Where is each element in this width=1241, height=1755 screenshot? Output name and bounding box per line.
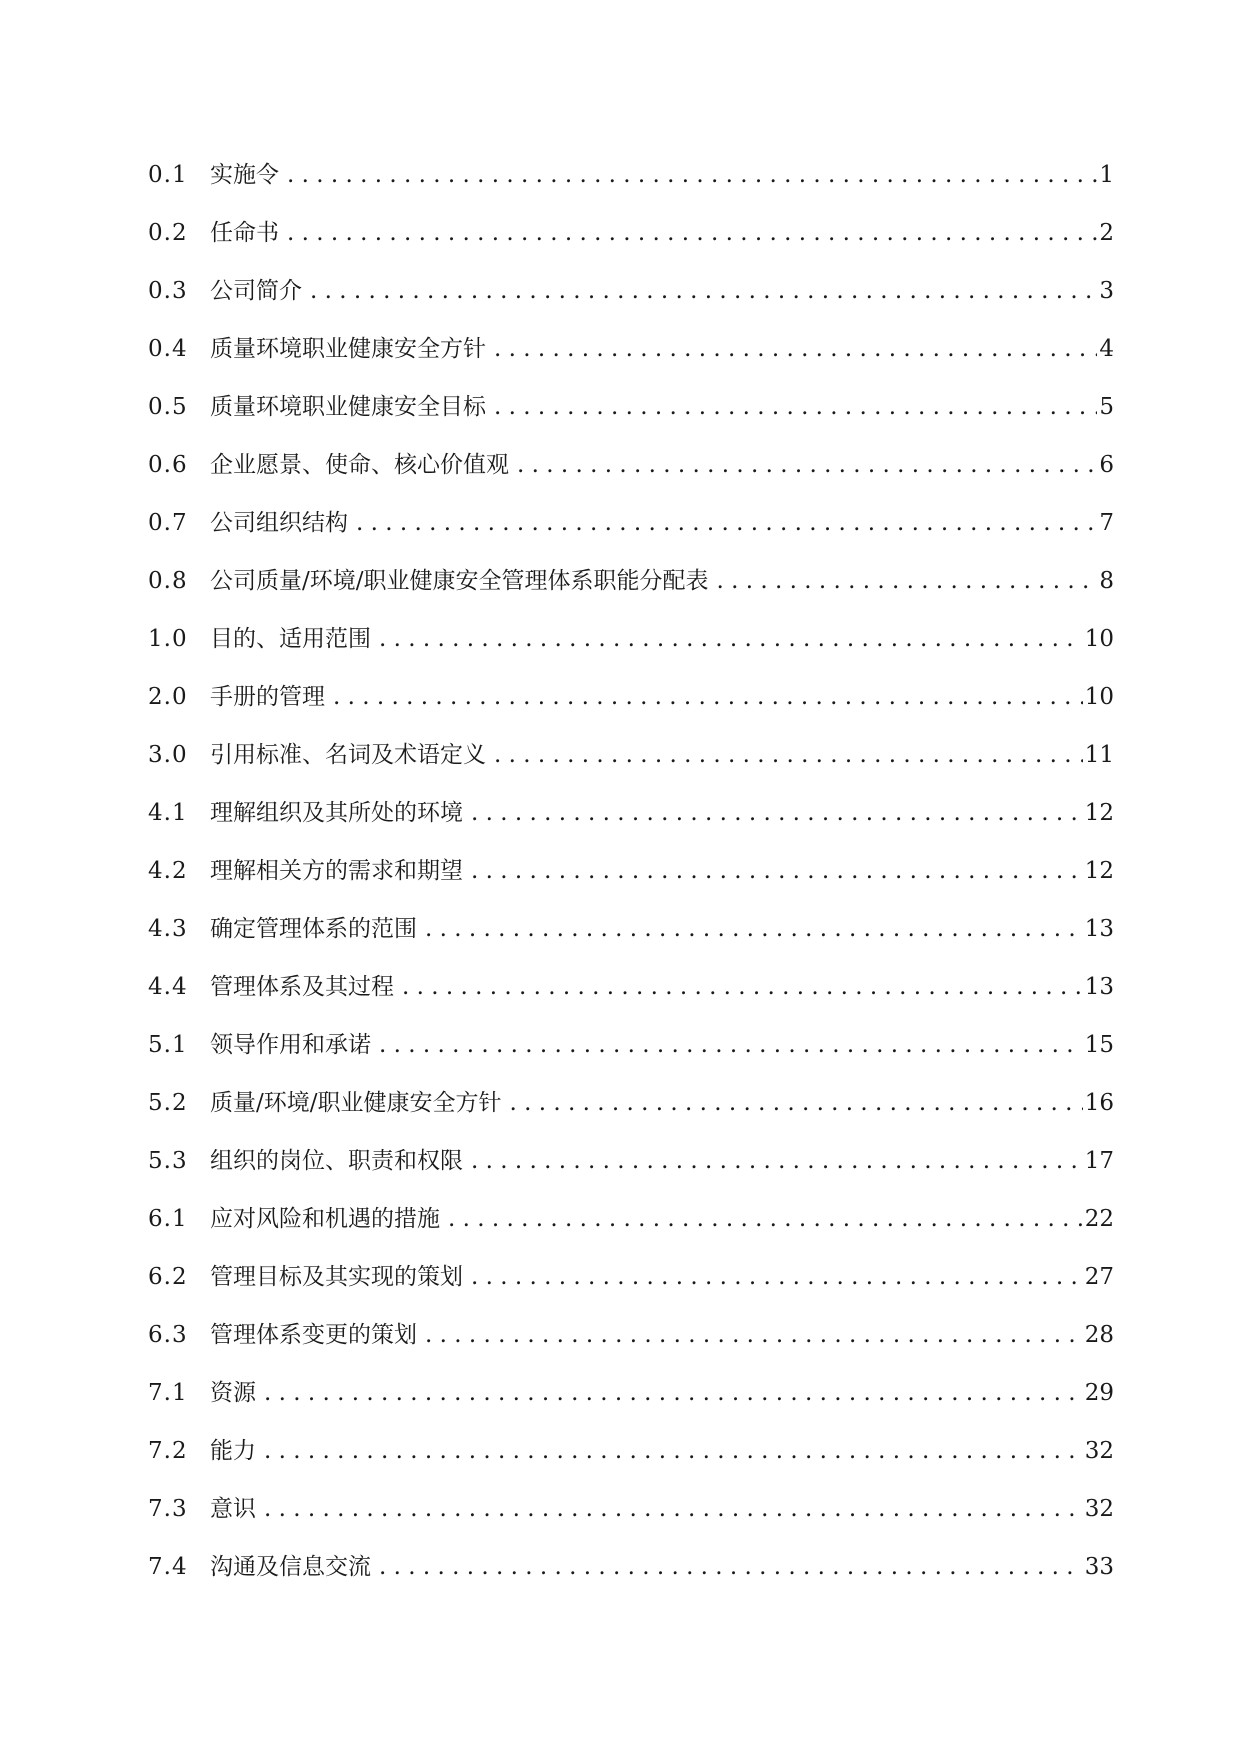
toc-entry-page: 13 bbox=[1084, 916, 1114, 942]
toc-entry[interactable] bbox=[148, 624, 1114, 682]
toc-entry-title: 管理目标及其实现的策划 bbox=[210, 1264, 463, 1290]
toc-entry-title: 引用标准、名词及术语定义 bbox=[210, 742, 486, 768]
toc-entry-number: 0.7 bbox=[148, 510, 188, 536]
toc-entry-number: 0.5 bbox=[148, 394, 188, 420]
toc-entry[interactable] bbox=[148, 856, 1114, 914]
toc-entry-page: 13 bbox=[1084, 974, 1114, 1000]
toc-entry[interactable] bbox=[148, 450, 1114, 508]
toc-entry-page: 22 bbox=[1084, 1206, 1114, 1232]
toc-entry-number: 7.3 bbox=[148, 1496, 188, 1522]
toc-entry-page: 16 bbox=[1084, 1090, 1114, 1116]
toc-entry-title: 任命书 bbox=[210, 220, 279, 246]
toc-entry-title: 手册的管理 bbox=[210, 684, 325, 710]
toc-dot-leader bbox=[471, 1262, 1083, 1292]
toc-entry-number: 4.2 bbox=[148, 858, 188, 884]
toc-entry-page: 27 bbox=[1084, 1264, 1114, 1290]
toc-entry-number: 5.1 bbox=[148, 1032, 188, 1058]
toc-entry-page: 7 bbox=[1099, 510, 1114, 536]
toc-entry-page: 32 bbox=[1084, 1496, 1114, 1522]
toc-entry[interactable] bbox=[148, 1378, 1114, 1436]
toc-entry-number: 6.2 bbox=[148, 1264, 188, 1290]
toc-entry-page: 11 bbox=[1084, 742, 1114, 768]
toc-entry[interactable] bbox=[148, 1552, 1114, 1610]
toc-dot-leader bbox=[264, 1436, 1083, 1466]
toc-dot-leader bbox=[402, 972, 1083, 1002]
toc-entry-title: 质量环境职业健康安全方针 bbox=[210, 336, 486, 362]
toc-dot-leader bbox=[494, 392, 1097, 422]
toc-entry-number: 0.3 bbox=[148, 278, 188, 304]
toc-dot-leader bbox=[264, 1494, 1083, 1524]
toc-entry-title: 资源 bbox=[210, 1380, 256, 1406]
toc-entry-page: 28 bbox=[1084, 1322, 1114, 1348]
toc-entry-title: 沟通及信息交流 bbox=[210, 1554, 371, 1580]
toc-entry[interactable] bbox=[148, 334, 1114, 392]
toc-dot-leader bbox=[333, 682, 1083, 712]
toc-entry-number: 4.1 bbox=[148, 800, 188, 826]
toc-dot-leader bbox=[494, 740, 1083, 770]
toc-entry-page: 10 bbox=[1084, 684, 1114, 710]
toc-dot-leader bbox=[356, 508, 1097, 538]
toc-entry[interactable] bbox=[148, 972, 1114, 1030]
toc-entry-number: 2.0 bbox=[148, 684, 188, 710]
toc-entry-number: 7.1 bbox=[148, 1380, 188, 1406]
toc-dot-leader bbox=[310, 276, 1097, 306]
toc-entry-page: 3 bbox=[1099, 278, 1114, 304]
toc-entry-page: 15 bbox=[1084, 1032, 1114, 1058]
toc-entry-number: 1.0 bbox=[148, 626, 188, 652]
toc-dot-leader bbox=[448, 1204, 1083, 1234]
toc-entry-title: 能力 bbox=[210, 1438, 256, 1464]
toc-dot-leader bbox=[471, 798, 1083, 828]
toc-entry-page: 12 bbox=[1084, 858, 1114, 884]
toc-entry-title: 质量环境职业健康安全目标 bbox=[210, 394, 486, 420]
toc-entry-number: 6.3 bbox=[148, 1322, 188, 1348]
toc-entry-number: 5.2 bbox=[148, 1090, 188, 1116]
toc-entry[interactable] bbox=[148, 914, 1114, 972]
toc-entry-page: 1 bbox=[1099, 162, 1114, 188]
toc-dot-leader bbox=[379, 624, 1083, 654]
toc-entry-number: 3.0 bbox=[148, 742, 188, 768]
toc-entry-page: 29 bbox=[1084, 1380, 1114, 1406]
toc-entry-title: 理解相关方的需求和期望 bbox=[210, 858, 463, 884]
toc-entry-title: 确定管理体系的范围 bbox=[210, 916, 417, 942]
toc-entry[interactable] bbox=[148, 1320, 1114, 1378]
toc-entry-number: 6.1 bbox=[148, 1206, 188, 1232]
toc-entry-number: 0.4 bbox=[148, 336, 188, 362]
toc-entry[interactable] bbox=[148, 1088, 1114, 1146]
toc-entry-number: 0.8 bbox=[148, 568, 188, 594]
toc-dot-leader bbox=[425, 914, 1083, 944]
toc-entry[interactable] bbox=[148, 1436, 1114, 1494]
toc-entry[interactable] bbox=[148, 1030, 1114, 1088]
toc-entry-number: 0.1 bbox=[148, 162, 188, 188]
toc-entry-title: 管理体系及其过程 bbox=[210, 974, 394, 1000]
table-of-contents bbox=[148, 160, 1114, 1610]
toc-entry-title: 目的、适用范围 bbox=[210, 626, 371, 652]
toc-entry-title: 质量/环境/职业健康安全方针 bbox=[210, 1090, 502, 1116]
toc-entry-page: 33 bbox=[1084, 1554, 1114, 1580]
toc-entry[interactable] bbox=[148, 740, 1114, 798]
toc-dot-leader bbox=[494, 334, 1097, 364]
toc-dot-leader bbox=[717, 566, 1098, 596]
toc-entry-title: 理解组织及其所处的环境 bbox=[210, 800, 463, 826]
toc-dot-leader bbox=[379, 1552, 1083, 1582]
toc-entry-title: 公司质量/环境/职业健康安全管理体系职能分配表 bbox=[210, 568, 709, 594]
toc-entry-number: 4.4 bbox=[148, 974, 188, 1000]
toc-entry-title: 公司组织结构 bbox=[210, 510, 348, 536]
toc-entry[interactable] bbox=[148, 1262, 1114, 1320]
toc-dot-leader bbox=[287, 160, 1097, 190]
toc-entry-page: 12 bbox=[1084, 800, 1114, 826]
toc-entry-page: 5 bbox=[1099, 394, 1114, 420]
toc-entry[interactable] bbox=[148, 160, 1114, 218]
toc-dot-leader bbox=[264, 1378, 1083, 1408]
toc-entry-number: 0.6 bbox=[148, 452, 188, 478]
toc-entry-page: 4 bbox=[1099, 336, 1114, 362]
toc-entry-number: 4.3 bbox=[148, 916, 188, 942]
toc-entry[interactable] bbox=[148, 566, 1114, 624]
toc-entry-page: 2 bbox=[1099, 220, 1114, 246]
toc-entry[interactable] bbox=[148, 1146, 1114, 1204]
toc-entry[interactable] bbox=[148, 508, 1114, 566]
toc-entry[interactable] bbox=[148, 798, 1114, 856]
toc-dot-leader bbox=[510, 1088, 1083, 1118]
toc-entry-number: 7.4 bbox=[148, 1554, 188, 1580]
toc-entry-title: 企业愿景、使命、核心价值观 bbox=[210, 452, 509, 478]
toc-dot-leader bbox=[287, 218, 1097, 248]
toc-entry-number: 5.3 bbox=[148, 1148, 188, 1174]
toc-entry[interactable] bbox=[148, 218, 1114, 276]
toc-entry-title: 实施令 bbox=[210, 162, 279, 188]
toc-entry-page: 32 bbox=[1084, 1438, 1114, 1464]
toc-dot-leader bbox=[517, 450, 1097, 480]
toc-entry[interactable] bbox=[148, 392, 1114, 450]
toc-entry-page: 6 bbox=[1099, 452, 1114, 478]
toc-entry[interactable] bbox=[148, 1494, 1114, 1552]
toc-entry-title: 应对风险和机遇的措施 bbox=[210, 1206, 440, 1232]
toc-entry-title: 领导作用和承诺 bbox=[210, 1032, 371, 1058]
toc-dot-leader bbox=[425, 1320, 1083, 1350]
toc-entry-page: 10 bbox=[1084, 626, 1114, 652]
toc-entry-title: 组织的岗位、职责和权限 bbox=[210, 1148, 463, 1174]
toc-dot-leader bbox=[379, 1030, 1083, 1060]
toc-entry[interactable] bbox=[148, 276, 1114, 334]
toc-dot-leader bbox=[471, 856, 1083, 886]
toc-entry-title: 管理体系变更的策划 bbox=[210, 1322, 417, 1348]
toc-entry-page: 8 bbox=[1099, 568, 1114, 594]
toc-entry[interactable] bbox=[148, 682, 1114, 740]
toc-entry-number: 7.2 bbox=[148, 1438, 188, 1464]
toc-dot-leader bbox=[471, 1146, 1083, 1176]
toc-entry-title: 意识 bbox=[210, 1496, 256, 1522]
toc-entry-number: 0.2 bbox=[148, 220, 188, 246]
toc-entry-title: 公司简介 bbox=[210, 278, 302, 304]
toc-entry-page: 17 bbox=[1084, 1148, 1114, 1174]
toc-entry[interactable] bbox=[148, 1204, 1114, 1262]
